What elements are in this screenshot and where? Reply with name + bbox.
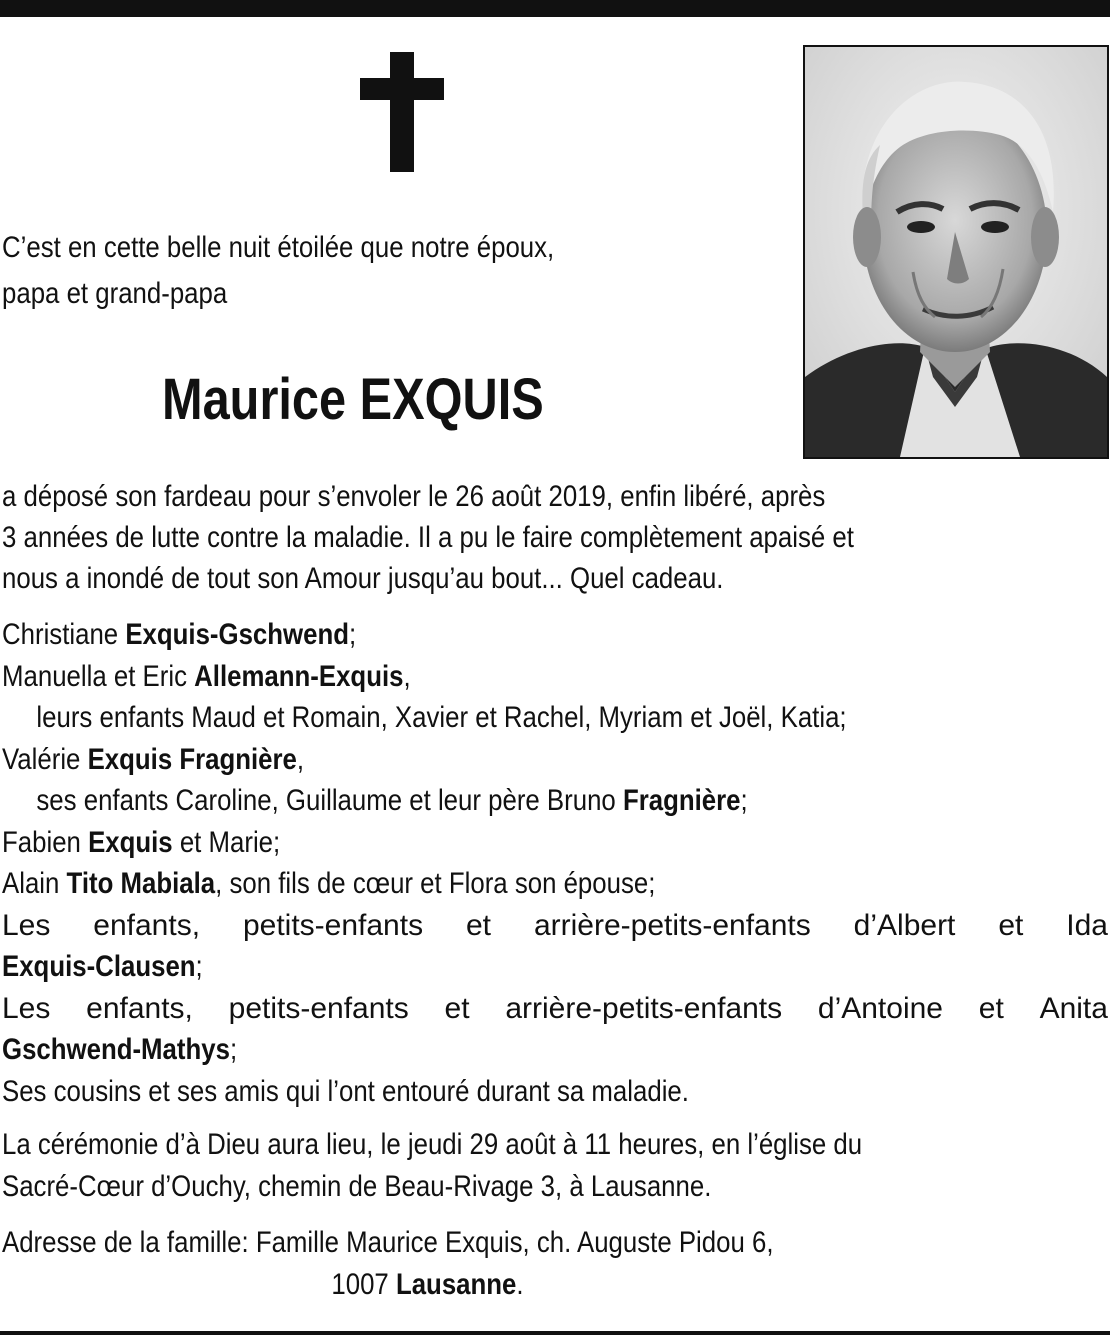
family-entry: Valérie Exquis Fragnière, [2, 742, 305, 776]
address-line-2: 1007 Lausanne. [331, 1267, 524, 1301]
family-entry: Gschwend-Mathys; [2, 1033, 238, 1066]
intro-line-1: C’est en cette belle nuit étoilée que notre époux, [2, 231, 555, 264]
deceased-name: Maurice EXQUIS [162, 367, 544, 432]
family-entry: Alain Tito Mabiala, son fils de cœur et Flora son épouse; [2, 867, 656, 900]
intro-line-2: papa et grand-papa [2, 277, 228, 310]
ceremony-paragraph [2, 1124, 1108, 1207]
family-entry: Ses cousins et ses amis qui l’ont entouré durant sa maladie. [2, 1074, 689, 1108]
bottom-rule [0, 1331, 1110, 1335]
family-entry: Manuella et Eric Allemann-Exquis, [2, 659, 411, 693]
intro-text [2, 225, 681, 317]
family-entry-justified: Les enfants, petits-enfants et arrière-petits-enfants d’Albert et Ida [2, 908, 1108, 942]
address-line-1: Adresse de la famille: Famille Maurice Exquis, ch. Auguste Pidou 6, [2, 1226, 774, 1259]
announcement-line-1: a déposé son fardeau pour s’envoler le 26 août 2019, enfin libéré, après [2, 480, 826, 513]
portrait-photo [803, 45, 1109, 459]
announcement-line-2: 3 années de lutte contre la maladie. Il a pu le faire complètement apaisé et [2, 521, 854, 554]
family-entry: Christiane Exquis-Gschwend; [2, 618, 357, 651]
family-entry: Exquis-Clausen; [2, 950, 203, 983]
portrait-photo-icon [805, 47, 1107, 457]
family-children-entry: leurs enfants Maud et Romain, Xavier et Rachel, Myriam et Joël, Katia; [36, 701, 847, 734]
cross-icon [360, 52, 444, 172]
ceremony-line-1: La cérémonie d’à Dieu aura lieu, le jeudi 29 août à 11 heures, en l’église du [2, 1128, 863, 1161]
announcement-paragraph [2, 476, 1108, 599]
family-entry: Fabien Exquis et Marie; [2, 825, 281, 859]
address-paragraph [2, 1222, 1108, 1305]
top-rule [0, 0, 1110, 17]
family-entry-justified: Les enfants, petits-enfants et arrière-petits-enfants d’Antoine et Anita [2, 991, 1108, 1025]
family-list [2, 614, 1108, 1112]
announcement-line-3: nous a inondé de tout son Amour jusqu’au bout... Quel cadeau. [2, 562, 724, 595]
ceremony-line-2: Sacré-Cœur d’Ouchy, chemin de Beau-Rivage 3, à Lausanne. [2, 1169, 712, 1203]
family-children-entry: ses enfants Caroline, Guillaume et leur père Bruno Fragnière; [36, 784, 748, 817]
